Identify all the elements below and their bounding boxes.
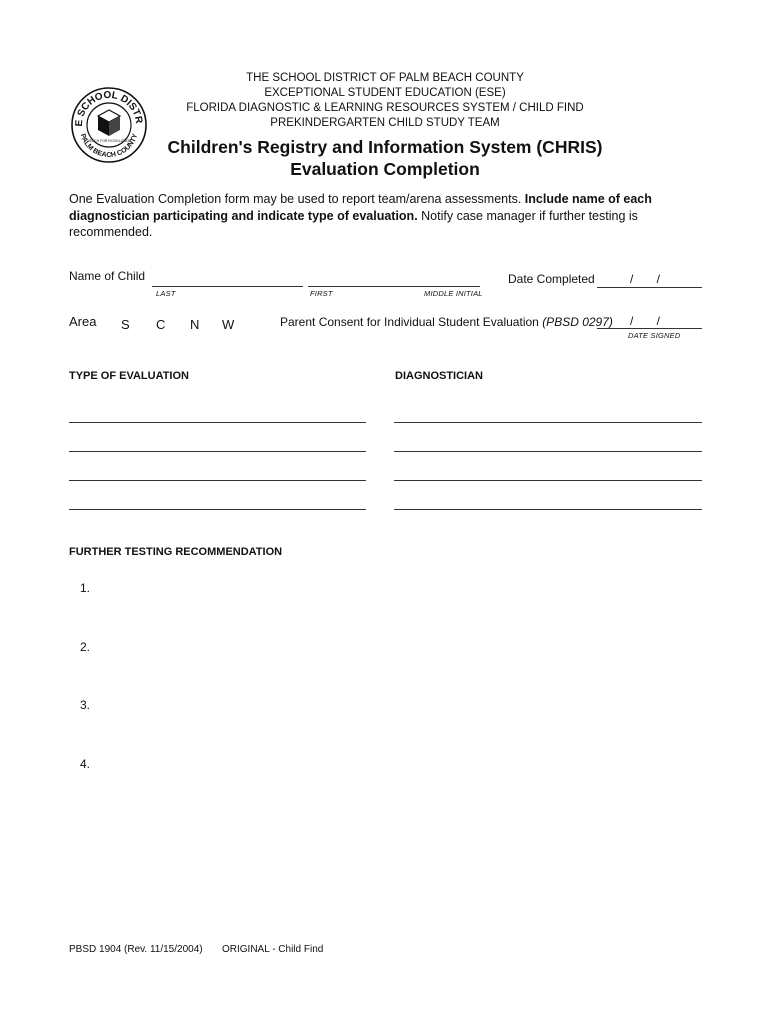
evaluation-type-line-3[interactable] [69,480,366,481]
date-signed-label: DATE SIGNED [628,331,681,340]
instructions-text-2: Notify case manager if further testing is recommended. [69,208,638,239]
form-title [140,136,630,180]
agency-header [140,71,630,131]
evaluation-type-line-1[interactable] [69,422,366,423]
evaluation-type-line-4[interactable] [69,509,366,510]
header-line-3: FLORIDA DIAGNOSTIC & LEARNING RESOURCES SYSTEM / CHILD FIND [186,102,584,114]
diagnostician-line-1[interactable] [394,422,702,423]
instructions-bold-text: Include name of each diagnostician participating and indicate type of evaluation. [69,192,652,223]
form-title-line-2: Evaluation Completion [290,159,480,179]
recommendation-item-4: 4. [80,757,91,771]
header-line-1: THE SCHOOL DISTRICT OF PALM BEACH COUNTY [246,72,524,84]
area-option-n[interactable]: N [190,317,200,332]
last-name-field[interactable] [152,286,303,287]
further-testing-heading: FURTHER TESTING RECOMMENDATION [69,546,283,558]
seal-icon [70,86,148,164]
date-signed-value: / / [630,314,661,328]
svg-text:REACH FOR EXCELLENCE: REACH FOR EXCELLENCE [87,139,131,143]
evaluation-type-line-2[interactable] [69,451,366,452]
form-title-line-1: Children's Registry and Information System (CHRIS) [167,137,603,157]
diagnostician-line-4[interactable] [394,509,702,510]
copy-designation-footer: ORIGINAL - Child Find [222,944,324,955]
header-line-4: PREKINDERGARTEN CHILD STUDY TEAM [270,117,500,129]
header-line-2: EXCEPTIONAL STUDENT EDUCATION (ESE) [264,87,506,99]
type-of-evaluation-heading: TYPE OF EVALUATION [69,370,189,382]
parent-consent-label [280,315,613,329]
diagnostician-line-3[interactable] [394,480,702,481]
form-id-footer: PBSD 1904 (Rev. 11/15/2004) [69,944,203,955]
school-district-seal-logo [70,86,148,164]
first-name-field[interactable] [308,286,480,287]
last-label: LAST [156,289,176,298]
svg-text:THE SCHOOL DISTRICT: E SCHOOL DISTR [73,89,145,127]
recommendation-item-2: 2. [80,640,91,654]
date-completed-value: / / [630,272,661,286]
recommendation-item-1: 1. [80,581,91,595]
first-label: FIRST [310,289,333,298]
parent-consent-text: Parent Consent for Individual Student Evaluation [280,315,539,329]
middle-initial-label: MIDDLE INITIAL [424,289,483,298]
instructions-text-1: One Evaluation Completion form may be used to report team/arena assessments. [69,192,525,206]
area-label: Area [69,314,97,329]
date-signed-field[interactable] [597,328,702,329]
date-completed-label: Date Completed [508,272,595,286]
area-option-w[interactable]: W [222,317,235,332]
recommendation-item-3: 3. [80,698,91,712]
date-completed-field[interactable] [597,287,702,288]
instructions-paragraph [69,191,709,241]
diagnostician-line-2[interactable] [394,451,702,452]
area-option-c[interactable]: C [156,317,166,332]
svg-text:PALM BEACH COUNTY: PALM BEACH COUNTY [78,133,140,160]
name-of-child-label: Name of Child [69,269,146,283]
diagnostician-heading: DIAGNOSTICIAN [395,370,483,382]
parent-consent-form-number: (PBSD 0297) [542,315,613,329]
area-option-s[interactable]: S [121,317,130,332]
